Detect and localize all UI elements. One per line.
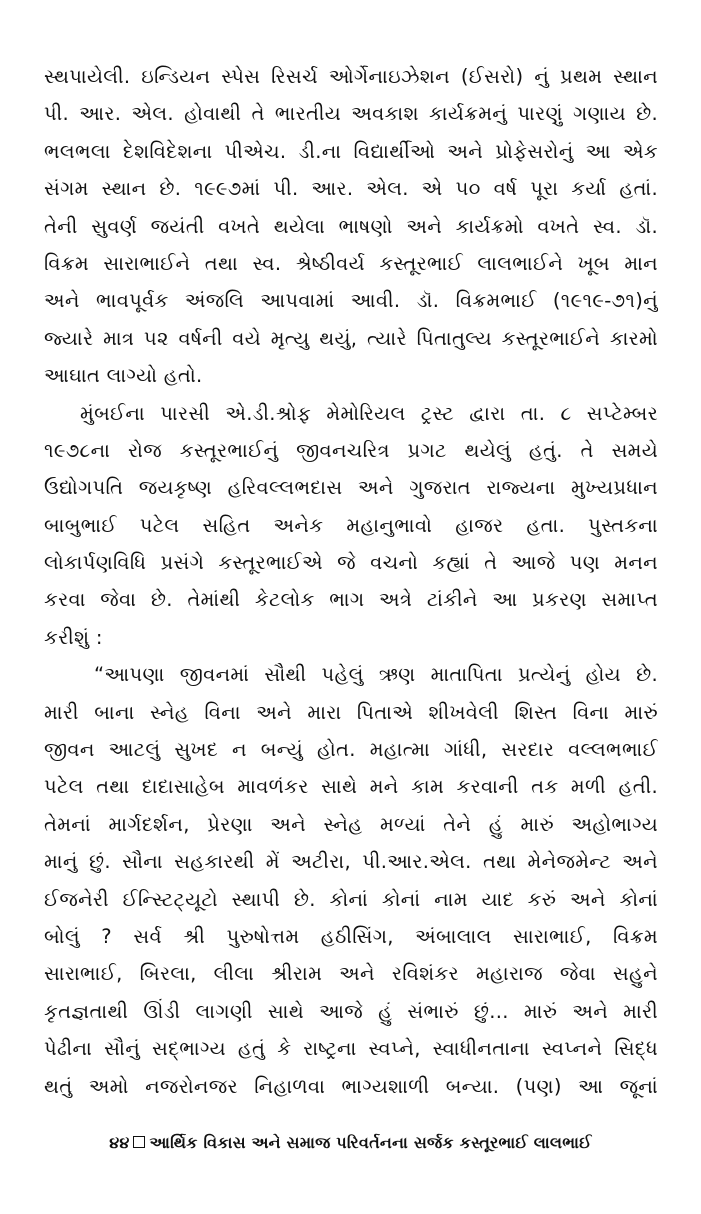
- text-line: કરવા જેવા છે. તેમાંથી કેટલોક ભાગ અત્રે ટાંકીને આ પ્રકરણ સમાપ્ત: [44, 588, 658, 612]
- quote-line: પટેલ તથા દાદાસાહેબ માવળંકર સાથે મને કામ કરવાની તક મળી હતી.: [44, 775, 658, 799]
- page-number: ૪૪: [109, 1133, 130, 1152]
- quote-line: સારાભાઈ, બિરલા, લીલા શ્રીરામ અને રવિશંકર મહારાજ જેવા સહુને: [44, 962, 658, 986]
- text-line: જ્યારે માત્ર ૫૨ વર્ષની વયે મૃત્યુ થયું, ત્યારે પિતાતુલ્ય કસ્તૂરભાઈને કારમો: [44, 326, 658, 350]
- text-line: ભલભલા દેશવિદેશના પીએચ. ડી.ના વિદ્યાર્થીઓ અને પ્રોફેસરોનું આ એક: [44, 139, 658, 163]
- text-line: વિક્રમ સારાભાઈને તથા સ્વ. શ્રેષ્ઠીવર્ય કસ્તૂરભાઈ લાલભાઈને ખૂબ માન: [44, 251, 658, 275]
- quote-line: બોલું ? સર્વ શ્રી પુરુષોત્તમ હઠીસિંગ, અંબાલાલ સારાભાઈ, વિક્રમ: [44, 924, 658, 948]
- text-line: ૧૯૭૮ના રોજ કસ્તૂરભાઈનું જીવનચરિત્ર પ્રગટ થયેલું હતું. તે સમયે: [44, 438, 658, 462]
- text-line: અને ભાવપૂર્વક અંજલિ આપવામાં આવી. ડૉ. વિક્રમભાઈ (૧૯૧૯-૭૧)નું: [44, 289, 658, 313]
- quote-line: ઈજનેરી ઈન્સ્ટિટ્યૂટો સ્થાપી છે. કોનાં કોનાં નામ યાદ કરું અને કોનાં: [44, 887, 658, 911]
- text-line: સ્થપાયેલી. ઇન્ડિયન સ્પેસ રિસર્ચ ઓર્ગેનાઇઝેશન (ઈસરો) નું પ્રથમ સ્થાન: [44, 65, 658, 88]
- text-line: લોકાર્પણવિધિ પ્રસંગે કસ્તૂરભાઈએ જે વચનો કહ્યાં તે આજે પણ મનન: [44, 551, 658, 575]
- square-bullet-icon: [133, 1136, 145, 1148]
- page-body-text: [44, 58, 658, 1105]
- text-line: ઉદ્યોગપતિ જયકૃષ્ણ હરિવલ્લભદાસ અને ગુજરાત રાજ્યના મુખ્યપ્રધાન: [44, 476, 658, 500]
- book-title: આર્થિક વિકાસ અને સમાજ પરિવર્તનના સર્જક કસ્તૂરભાઈ લાલભાઈ: [149, 1133, 592, 1152]
- text-line: આઘાત લાગ્યો હતો.: [44, 364, 203, 388]
- quote-line: તેમનાં માર્ગદર્શન, પ્રેરણા અને સ્નેહ મળ્યાં તેને હું મારું અહોભાગ્ય: [44, 812, 658, 836]
- text-line: તેની સુવર્ણ જયંતી વખતે થયેલા ભાષણો અને કાર્યક્રમો વખતે સ્વ. ડૉ.: [44, 214, 658, 238]
- page-footer: [0, 1133, 701, 1153]
- quote-line: માનું છું. સૌના સહકારથી મેં અટીરા, પી.આર.એલ. તથા મેનેજમેન્ટ અને: [44, 850, 658, 874]
- quote-line: મારી બાના સ્નેહ વિના અને મારા પિતાએ શીખવેલી શિસ્ત વિના મારું: [44, 700, 658, 724]
- text-line: બાબુભાઈ પટેલ સહિત અનેક મહાનુભાવો હાજર હતા. પુસ્તકના: [44, 513, 658, 537]
- quote-line: જીવન આટલું સુખદ ન બન્યું હોત. મહાત્મા ગાંધી, સરદાર વલ્લભભાઈ: [44, 738, 658, 762]
- text-line: મુંબઈના પારસી એ.ડી.શ્રોફ મેમોરિયલ ટ્રસ્ટ દ્વારા તા. ૮ સપ્ટેમ્બર: [80, 401, 658, 425]
- quote-line: કૃતજ્ઞતાથી ઊંડી લાગણી સાથે આજે હું સંભારું છું... મારું અને મારી: [44, 999, 658, 1023]
- quote-line: પેઢીના સૌનું સદ્ભાગ્ય હતું કે રાષ્ટ્રના સ્વપ્ને, સ્વાધીનતાના સ્વપ્નને સિદ્ધ: [44, 1037, 658, 1061]
- quote-line: “આપણા જીવનમાં સૌથી પહેલું ઋણ માતાપિતા પ્રત્યેનું હોય છે.: [94, 663, 658, 687]
- text-line: પી. આર. એલ. હોવાથી તે ભારતીય અવકાશ કાર્યક્રમનું પારણું ગણાય છે.: [44, 102, 658, 126]
- text-line: કરીશું :: [44, 625, 103, 649]
- text-line: સંગમ સ્થાન છે. ૧૯૯૭માં પી. આર. એલ. એ ૫૦ વર્ષ પૂરા કર્યા હતાં.: [44, 177, 658, 201]
- quote-line: થતું અમો નજરોનજર નિહાળવા ભાગ્યશાળી બન્યા. (પણ) આ જૂનાં: [44, 1074, 658, 1098]
